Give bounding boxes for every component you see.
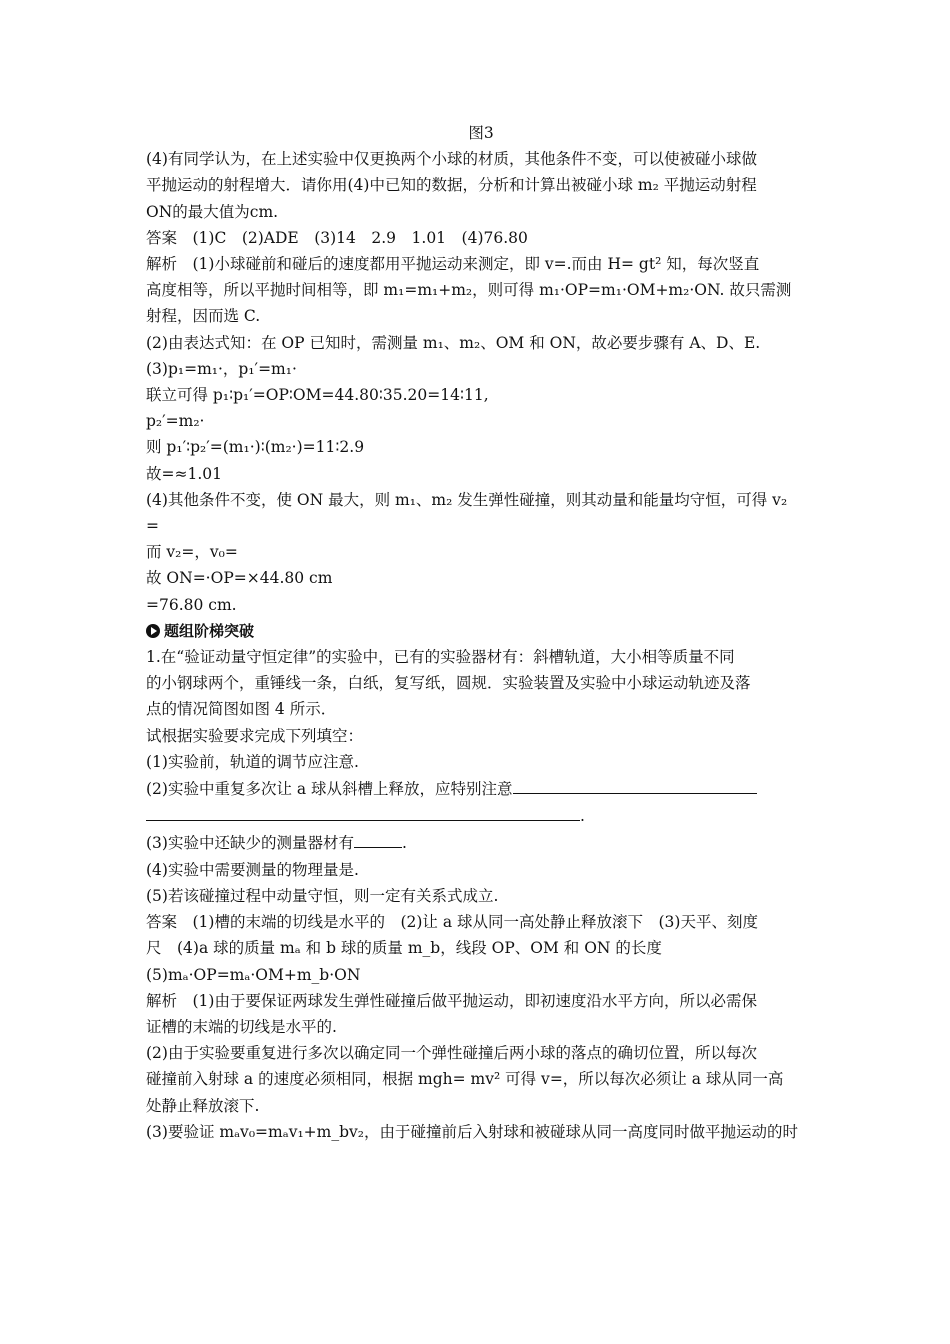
answer-blank-2b	[146, 802, 580, 821]
figure-caption: 图3	[468, 124, 494, 142]
analysis-part-3-line-5: 故=≈1.01	[146, 464, 222, 483]
problem-1-line-1: 1.在“验证动量守恒定律”的实验中，已有的实验器材有：斜槽轨道，大小相等质量不同	[146, 648, 735, 667]
subquestion-3	[146, 829, 816, 856]
analysis-b3-line-1: (3)要验证 mₐv₀=mₐv₁+m_bv₂，由于碰撞前后入射球和被碰球从同一高度同时做平抛运动的时	[146, 1122, 798, 1141]
problem-1-line-3: 点的情况简图如图 4 所示．	[146, 700, 337, 719]
section-title: 题组阶梯突破	[164, 621, 255, 640]
analysis-part-4-line-4: 故 ON=·OP=×44.80 cm	[146, 569, 333, 588]
analysis-part-4-line-3: 而 v₂=，v₀=	[146, 543, 238, 562]
subquestion-3-end: .	[401, 834, 407, 853]
answer-line-1: 答案 (1)槽的末端的切线是水平的 (2)让 a 球从同一高处静止释放滚下 (3)天平、刻度	[146, 913, 758, 932]
analysis-part-3-line-3: p₂′=m₂·	[146, 412, 205, 431]
analysis-line-1: 解析 (1)小球碰前和碰后的速度都用平抛运动来测定，即 v=.而由 H= gt² 知，每次竖直	[146, 255, 760, 274]
problem-1-line-2: 的小钢球两个，重锤线一条，白纸，复写纸，圆规．实验装置及实验中小球运动轨迹及落	[146, 674, 751, 693]
answer-blank-2a	[513, 775, 757, 794]
analysis-b2-line-3: 处静止释放滚下.	[146, 1096, 260, 1115]
answer-line-2: 尺 (4)a 球的质量 mₐ 和 b 球的质量 m_b，线段 OP、OM 和 ON 的长度	[146, 939, 662, 958]
subquestion-4: (4)实验中需要测量的物理量是.	[146, 860, 359, 879]
section-heading	[146, 618, 816, 644]
analysis-b2-line-2: 碰撞前入射球 a 的速度必须相同，根据 mgh= mv² 可得 v=，所以每次必须让 a 球从同一高	[146, 1070, 784, 1089]
analysis-part-4-line-5: =76.80 cm.	[146, 595, 237, 614]
document-page	[146, 120, 816, 1145]
analysis-part-2: (2)由表达式知：在 OP 已知时，需测量 m₁、m₂、OM 和 ON，故必要步骤有 A、D、E.	[146, 333, 761, 352]
answer-line-3: (5)mₐ·OP=mₐ·OM+m_b·ON	[146, 965, 361, 984]
subquestion-3-text: (3)实验中还缺少的测量器材有	[146, 834, 354, 853]
analysis-line-2: 高度相等，所以平抛时间相等，即 m₁=m₁+m₂，则可得 m₁·OP=m₁·OM+m₂·ON. 故只需测	[146, 281, 792, 300]
analysis-b1-line-2: 证槽的末端的切线是水平的.	[146, 1017, 337, 1036]
subquestion-2-continued	[146, 802, 816, 829]
analysis-part-4-line-2: =	[146, 517, 159, 536]
question-4-line-1: (4)有同学认为，在上述实验中仅更换两个小球的材质，其他条件不变，可以使被碰小球做	[146, 150, 757, 169]
analysis-b1-line-1: 解析 (1)由于要保证两球发生弹性碰撞后做平抛运动，即初速度沿水平方向，所以必需保	[146, 991, 757, 1010]
play-circle-icon	[146, 624, 160, 638]
subquestion-2-end: .	[580, 807, 585, 826]
subquestion-5: (5)若该碰撞过程中动量守恒，则一定有关系式成立.	[146, 886, 499, 905]
analysis-part-3-line-2: 联立可得 p₁∶p₁′=OP∶OM=44.80∶35.20=14∶11,	[146, 386, 489, 405]
answer-blank-3	[354, 829, 402, 848]
analysis-part-3-line-1: (3)p₁=m₁·，p₁′=m₁·	[146, 359, 297, 378]
subquestion-2	[146, 775, 816, 802]
subquestion-2-text: (2)实验中重复多次让 a 球从斜槽上释放，应特别注意	[146, 780, 513, 799]
analysis-part-3-line-4: 则 p₁′∶p₂′=(m₁·)∶(m₂·)=11∶2.9	[146, 438, 365, 457]
subquestion-1: (1)实验前，轨道的调节应注意.	[146, 752, 359, 771]
question-4-line-2: 平抛运动的射程增大．请你用(4)中已知的数据，分析和计算出被碰小球 m₂ 平抛运动射程	[146, 176, 757, 195]
analysis-line-3: 射程，因而选 C.	[146, 307, 261, 326]
analysis-b2-line-1: (2)由于实验要重复进行多次以确定同一个弹性碰撞后两小球的落点的确切位置，所以每次	[146, 1044, 757, 1063]
analysis-part-4-line-1: (4)其他条件不变，使 ON 最大，则 m₁、m₂ 发生弹性碰撞，则其动量和能量均守恒，可得 v₂	[146, 490, 788, 509]
question-4-line-3: ON的最大值为cm.	[146, 202, 279, 221]
instruction-line: 试根据实验要求完成下列填空：	[146, 726, 364, 745]
answer-line: 答案 (1)C (2)ADE (3)14 2.9 1.01 (4)76.80	[146, 228, 528, 247]
